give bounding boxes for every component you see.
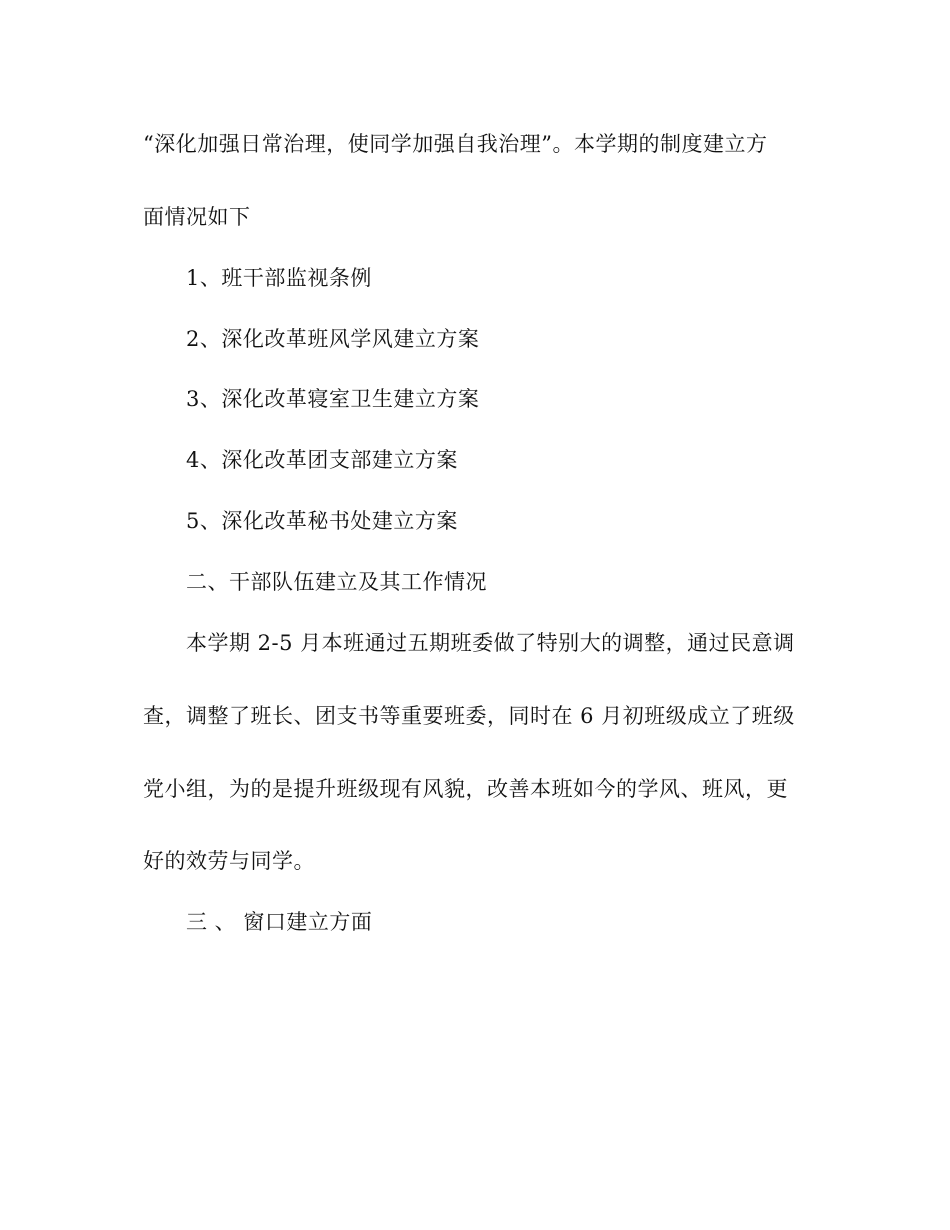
list-item: 5、深化改革秘书处建立方案 [186, 509, 458, 533]
section-two-heading: 二、干部队伍建立及其工作情况 [186, 570, 487, 594]
section-two-line-1: 本学期 2-5 月本班通过五期班委做了特别大的调整，通过民意调 [186, 631, 795, 655]
list-item: 2、深化改革班风学风建立方案 [186, 327, 480, 351]
list-item: 4、深化改革团支部建立方案 [186, 448, 458, 472]
list-item: 3、深化改革寝室卫生建立方案 [186, 387, 480, 411]
list-item: 1、班干部监视条例 [186, 266, 372, 290]
intro-line-2: 面情况如下 [143, 205, 251, 229]
section-three-heading: 三 、 窗口建立方面 [186, 910, 373, 934]
intro-line-1: “深化加强日常治理，使同学加强自我治理”。本学期的制度建立方 [143, 132, 768, 156]
section-two-line-4: 好的效劳与同学。 [143, 849, 315, 873]
section-two-line-2: 查，调整了班长、团支书等重要班委，同时在 6 月初班级成立了班级 [143, 704, 795, 728]
section-two-line-3: 党小组，为的是提升班级现有风貌，改善本班如今的学风、班风，更 [143, 777, 788, 801]
